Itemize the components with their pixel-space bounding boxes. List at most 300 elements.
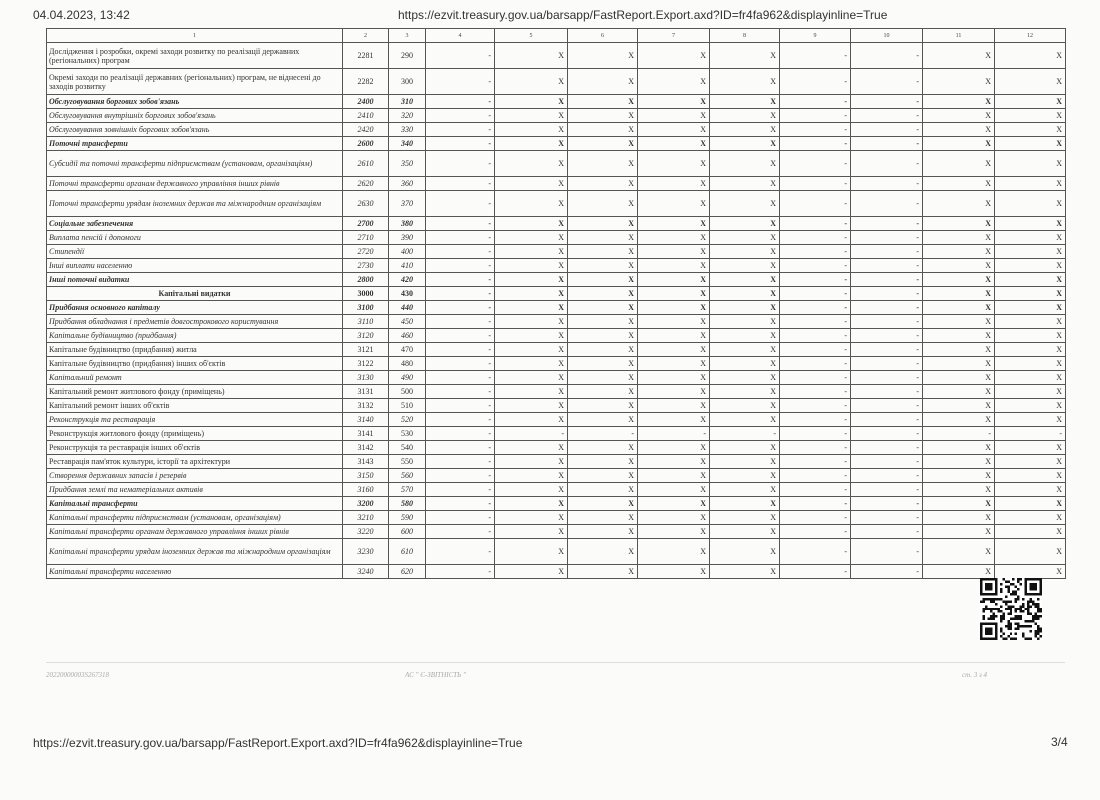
report-table — [46, 28, 1066, 579]
value-cell: - — [851, 315, 923, 329]
doc-number: 20220000003S267318 — [46, 671, 109, 679]
value-cell: X — [710, 511, 780, 525]
column-header: 11 — [923, 29, 995, 43]
value-cell: - — [851, 69, 923, 95]
value-cell: - — [780, 217, 851, 231]
row-code: 390 — [389, 231, 426, 245]
table-row — [47, 287, 1066, 301]
value-cell: X — [995, 455, 1066, 469]
value-cell: X — [568, 385, 638, 399]
kekv-code: 2700 — [343, 217, 389, 231]
kekv-code: 3210 — [343, 511, 389, 525]
value-cell: - — [780, 525, 851, 539]
value-cell: X — [923, 301, 995, 315]
value-cell: X — [568, 151, 638, 177]
value-cell: X — [495, 43, 568, 69]
value-cell: - — [426, 259, 495, 273]
row-label: Капітальний ремонт житлового фонду (приміщень) — [47, 385, 343, 399]
value-cell: X — [995, 343, 1066, 357]
column-number-row — [47, 29, 1066, 43]
value-cell: - — [851, 245, 923, 259]
value-cell: X — [995, 399, 1066, 413]
value-cell: - — [851, 273, 923, 287]
value-cell: X — [923, 511, 995, 525]
column-header: 8 — [710, 29, 780, 43]
value-cell: X — [638, 273, 710, 287]
value-cell: X — [995, 273, 1066, 287]
value-cell: X — [710, 329, 780, 343]
row-code: 580 — [389, 497, 426, 511]
row-label: Придбання обладнання і предметів довгострокового користування — [47, 315, 343, 329]
row-code: 320 — [389, 109, 426, 123]
value-cell: X — [710, 371, 780, 385]
value-cell: - — [780, 427, 851, 441]
value-cell: - — [426, 95, 495, 109]
table-row — [47, 483, 1066, 497]
value-cell: X — [923, 329, 995, 343]
value-cell: - — [780, 455, 851, 469]
value-cell: - — [780, 413, 851, 427]
value-cell: X — [638, 539, 710, 565]
value-cell: X — [638, 385, 710, 399]
table-row — [47, 151, 1066, 177]
value-cell: X — [568, 371, 638, 385]
value-cell: X — [923, 357, 995, 371]
kekv-code: 3160 — [343, 483, 389, 497]
value-cell: X — [638, 371, 710, 385]
value-cell: X — [638, 469, 710, 483]
value-cell: - — [780, 301, 851, 315]
kekv-code: 3110 — [343, 315, 389, 329]
value-cell: X — [995, 259, 1066, 273]
value-cell: - — [851, 371, 923, 385]
value-cell: - — [851, 565, 923, 579]
row-code: 620 — [389, 565, 426, 579]
value-cell: X — [638, 497, 710, 511]
kekv-code: 3122 — [343, 357, 389, 371]
value-cell: X — [710, 539, 780, 565]
row-label: Реставрація пам'яток культури, історії та архітектури — [47, 455, 343, 469]
value-cell: - — [851, 259, 923, 273]
value-cell: X — [923, 151, 995, 177]
qr-code — [980, 578, 1042, 640]
value-cell: X — [495, 123, 568, 137]
table-row — [47, 43, 1066, 69]
value-cell: X — [568, 287, 638, 301]
value-cell: X — [638, 43, 710, 69]
value-cell: X — [995, 217, 1066, 231]
value-cell: - — [780, 273, 851, 287]
value-cell: - — [851, 191, 923, 217]
value-cell: X — [495, 455, 568, 469]
value-cell: X — [638, 109, 710, 123]
value-cell: X — [710, 137, 780, 151]
row-code: 600 — [389, 525, 426, 539]
value-cell: - — [995, 427, 1066, 441]
value-cell: X — [568, 301, 638, 315]
value-cell: X — [638, 565, 710, 579]
value-cell: X — [710, 343, 780, 357]
value-cell: - — [426, 483, 495, 497]
value-cell: X — [495, 231, 568, 245]
value-cell: - — [851, 151, 923, 177]
value-cell: X — [568, 565, 638, 579]
row-code: 570 — [389, 483, 426, 497]
value-cell: X — [495, 385, 568, 399]
value-cell: X — [710, 191, 780, 217]
row-label: Обслуговування внутрішніх боргових зобов'язань — [47, 109, 343, 123]
value-cell: X — [995, 525, 1066, 539]
value-cell: - — [780, 177, 851, 191]
value-cell: X — [495, 151, 568, 177]
value-cell: X — [638, 177, 710, 191]
table-row — [47, 69, 1066, 95]
page-number: 3/4 — [1051, 735, 1068, 749]
row-code: 500 — [389, 385, 426, 399]
value-cell: X — [568, 123, 638, 137]
kekv-code: 2800 — [343, 273, 389, 287]
value-cell: X — [995, 245, 1066, 259]
row-label: Окремі заходи по реалізації державних (регіональних) програм, не віднесені до заходів розвитку — [47, 69, 343, 95]
value-cell: X — [923, 413, 995, 427]
column-header: 3 — [389, 29, 426, 43]
value-cell: X — [710, 315, 780, 329]
value-cell: - — [426, 441, 495, 455]
value-cell: X — [710, 399, 780, 413]
value-cell: X — [710, 357, 780, 371]
value-cell: X — [638, 95, 710, 109]
row-label: Інші виплати населенню — [47, 259, 343, 273]
table-row — [47, 525, 1066, 539]
value-cell: X — [638, 455, 710, 469]
value-cell: - — [426, 469, 495, 483]
value-cell: X — [710, 151, 780, 177]
value-cell: X — [495, 95, 568, 109]
value-cell: X — [568, 469, 638, 483]
value-cell: X — [995, 315, 1066, 329]
row-label: Реконструкція та реставрація інших об'єктів — [47, 441, 343, 455]
value-cell: X — [495, 287, 568, 301]
value-cell: - — [780, 191, 851, 217]
value-cell: X — [495, 137, 568, 151]
kekv-code: 3131 — [343, 385, 389, 399]
row-code: 590 — [389, 511, 426, 525]
value-cell: X — [923, 95, 995, 109]
kekv-code: 3130 — [343, 371, 389, 385]
value-cell: X — [923, 565, 995, 579]
row-label: Капітальні видатки — [47, 287, 343, 301]
value-cell: - — [426, 217, 495, 231]
value-cell: - — [780, 371, 851, 385]
value-cell: X — [638, 301, 710, 315]
report-table-container — [46, 28, 1065, 579]
value-cell: X — [495, 273, 568, 287]
value-cell: X — [495, 343, 568, 357]
value-cell: - — [426, 177, 495, 191]
value-cell: - — [426, 245, 495, 259]
kekv-code: 3230 — [343, 539, 389, 565]
value-cell: X — [923, 483, 995, 497]
value-cell: - — [426, 427, 495, 441]
value-cell: - — [851, 399, 923, 413]
value-cell: - — [426, 357, 495, 371]
value-cell: X — [710, 123, 780, 137]
value-cell: - — [780, 43, 851, 69]
value-cell: - — [426, 151, 495, 177]
value-cell: X — [568, 357, 638, 371]
value-cell: - — [851, 511, 923, 525]
row-code: 430 — [389, 287, 426, 301]
value-cell: X — [710, 69, 780, 95]
value-cell: X — [710, 177, 780, 191]
value-cell: X — [638, 123, 710, 137]
footer-divider — [46, 662, 1065, 663]
page-indicator-small: ст. 3 з 4 — [962, 671, 987, 679]
kekv-code: 3121 — [343, 343, 389, 357]
value-cell: X — [710, 43, 780, 69]
value-cell: X — [923, 287, 995, 301]
row-label: Обслуговування зовнішніх боргових зобов'язань — [47, 123, 343, 137]
row-code: 490 — [389, 371, 426, 385]
value-cell: X — [495, 441, 568, 455]
column-header: 12 — [995, 29, 1066, 43]
value-cell: X — [710, 95, 780, 109]
row-code: 400 — [389, 245, 426, 259]
value-cell: X — [923, 469, 995, 483]
value-cell: X — [923, 259, 995, 273]
value-cell: - — [780, 497, 851, 511]
value-cell: X — [568, 539, 638, 565]
row-code: 350 — [389, 151, 426, 177]
table-row — [47, 95, 1066, 109]
value-cell: X — [638, 259, 710, 273]
row-code: 300 — [389, 69, 426, 95]
value-cell: X — [568, 455, 638, 469]
table-row — [47, 315, 1066, 329]
value-cell: X — [995, 329, 1066, 343]
value-cell: - — [780, 69, 851, 95]
value-cell: - — [851, 43, 923, 69]
value-cell: X — [568, 43, 638, 69]
table-row — [47, 259, 1066, 273]
value-cell: X — [638, 525, 710, 539]
value-cell: - — [851, 525, 923, 539]
value-cell: - — [780, 539, 851, 565]
value-cell: - — [923, 427, 995, 441]
value-cell: - — [851, 427, 923, 441]
table-row — [47, 245, 1066, 259]
row-label: Капітальні трансферти органам державного управління інших рівнів — [47, 525, 343, 539]
row-code: 550 — [389, 455, 426, 469]
value-cell: X — [568, 191, 638, 217]
value-cell: - — [851, 329, 923, 343]
value-cell: - — [780, 109, 851, 123]
value-cell: X — [568, 525, 638, 539]
row-label: Реконструкція та реставрація — [47, 413, 343, 427]
value-cell: X — [923, 441, 995, 455]
value-cell: - — [851, 301, 923, 315]
kekv-code: 3140 — [343, 413, 389, 427]
value-cell: X — [638, 137, 710, 151]
value-cell: X — [995, 191, 1066, 217]
value-cell: X — [710, 441, 780, 455]
value-cell: - — [426, 287, 495, 301]
value-cell: - — [851, 455, 923, 469]
column-header: 5 — [495, 29, 568, 43]
value-cell: X — [568, 217, 638, 231]
table-row — [47, 329, 1066, 343]
value-cell: - — [426, 385, 495, 399]
row-code: 520 — [389, 413, 426, 427]
value-cell: X — [923, 399, 995, 413]
row-label: Капітальні трансферти населенню — [47, 565, 343, 579]
kekv-code: 2600 — [343, 137, 389, 151]
kekv-code: 2620 — [343, 177, 389, 191]
value-cell: X — [710, 565, 780, 579]
value-cell: - — [426, 329, 495, 343]
value-cell: - — [780, 259, 851, 273]
value-cell: X — [638, 511, 710, 525]
value-cell: X — [638, 329, 710, 343]
value-cell: - — [851, 177, 923, 191]
print-url-header: https://ezvit.treasury.gov.ua/barsapp/FastReport.Export.axd?ID=fr4fa962&displayinline=True — [398, 8, 888, 22]
value-cell: - — [426, 123, 495, 137]
value-cell: X — [495, 371, 568, 385]
value-cell: X — [995, 43, 1066, 69]
value-cell: X — [568, 109, 638, 123]
value-cell: X — [923, 43, 995, 69]
value-cell: X — [495, 109, 568, 123]
value-cell: - — [851, 137, 923, 151]
value-cell: X — [495, 315, 568, 329]
row-code: 440 — [389, 301, 426, 315]
kekv-code: 2720 — [343, 245, 389, 259]
row-label: Капітальні трансферти урядам іноземних держав та міжнародним організаціям — [47, 539, 343, 565]
value-cell: X — [923, 497, 995, 511]
value-cell: - — [710, 427, 780, 441]
value-cell: X — [710, 231, 780, 245]
value-cell: X — [710, 259, 780, 273]
value-cell: X — [923, 455, 995, 469]
kekv-code: 3200 — [343, 497, 389, 511]
system-name: АС " Є-ЗВІТНІСТЬ " — [405, 671, 466, 679]
table-row — [47, 413, 1066, 427]
value-cell: X — [995, 137, 1066, 151]
table-row — [47, 399, 1066, 413]
value-cell: X — [995, 441, 1066, 455]
row-label: Капітальне будівництво (придбання) — [47, 329, 343, 343]
value-cell: X — [495, 469, 568, 483]
value-cell: - — [426, 497, 495, 511]
value-cell: - — [851, 95, 923, 109]
value-cell: X — [923, 525, 995, 539]
value-cell: X — [638, 69, 710, 95]
row-label: Дослідження і розробки, окремі заходи розвитку по реалізації державних (регіональних) програм — [47, 43, 343, 69]
value-cell: X — [495, 191, 568, 217]
value-cell: - — [426, 273, 495, 287]
value-cell: X — [995, 413, 1066, 427]
row-label: Субсидії та поточні трансферти підприємствам (установам, організаціям) — [47, 151, 343, 177]
row-label: Капітальний ремонт — [47, 371, 343, 385]
value-cell: X — [495, 525, 568, 539]
kekv-code: 2630 — [343, 191, 389, 217]
value-cell: X — [638, 217, 710, 231]
value-cell: - — [780, 245, 851, 259]
value-cell: - — [426, 539, 495, 565]
value-cell: X — [568, 315, 638, 329]
value-cell: X — [923, 123, 995, 137]
value-cell: - — [851, 343, 923, 357]
value-cell: X — [638, 343, 710, 357]
value-cell: - — [851, 483, 923, 497]
value-cell: X — [710, 287, 780, 301]
value-cell: - — [780, 385, 851, 399]
row-code: 610 — [389, 539, 426, 565]
value-cell: X — [568, 343, 638, 357]
row-label: Придбання землі та нематеріальних активів — [47, 483, 343, 497]
row-code: 330 — [389, 123, 426, 137]
value-cell: X — [568, 511, 638, 525]
value-cell: X — [923, 343, 995, 357]
value-cell: - — [426, 301, 495, 315]
value-cell: X — [995, 69, 1066, 95]
value-cell: - — [851, 469, 923, 483]
value-cell: X — [568, 259, 638, 273]
kekv-code: 3142 — [343, 441, 389, 455]
row-label: Капітальні трансферти — [47, 497, 343, 511]
table-row — [47, 217, 1066, 231]
value-cell: X — [568, 483, 638, 497]
value-cell: X — [995, 385, 1066, 399]
value-cell: X — [923, 177, 995, 191]
row-code: 540 — [389, 441, 426, 455]
value-cell: X — [495, 565, 568, 579]
value-cell: X — [710, 301, 780, 315]
value-cell: X — [995, 511, 1066, 525]
value-cell: - — [780, 511, 851, 525]
value-cell: X — [995, 469, 1066, 483]
value-cell: - — [851, 385, 923, 399]
kekv-code: 3150 — [343, 469, 389, 483]
kekv-code: 3240 — [343, 565, 389, 579]
column-header: 6 — [568, 29, 638, 43]
value-cell: X — [495, 177, 568, 191]
table-body — [47, 43, 1066, 579]
kekv-code: 2400 — [343, 95, 389, 109]
value-cell: - — [780, 287, 851, 301]
table-row — [47, 231, 1066, 245]
row-code: 460 — [389, 329, 426, 343]
table-row — [47, 565, 1066, 579]
value-cell: X — [638, 413, 710, 427]
value-cell: - — [426, 43, 495, 69]
value-cell: X — [638, 151, 710, 177]
value-cell: - — [851, 357, 923, 371]
row-label: Поточні трансферти — [47, 137, 343, 151]
value-cell: X — [710, 483, 780, 497]
value-cell: X — [923, 385, 995, 399]
value-cell: X — [710, 413, 780, 427]
value-cell: X — [568, 137, 638, 151]
value-cell: X — [995, 357, 1066, 371]
value-cell: X — [495, 217, 568, 231]
kekv-code: 3220 — [343, 525, 389, 539]
value-cell: X — [995, 371, 1066, 385]
kekv-code: 3100 — [343, 301, 389, 315]
value-cell: - — [426, 371, 495, 385]
value-cell: X — [995, 95, 1066, 109]
value-cell: - — [426, 565, 495, 579]
